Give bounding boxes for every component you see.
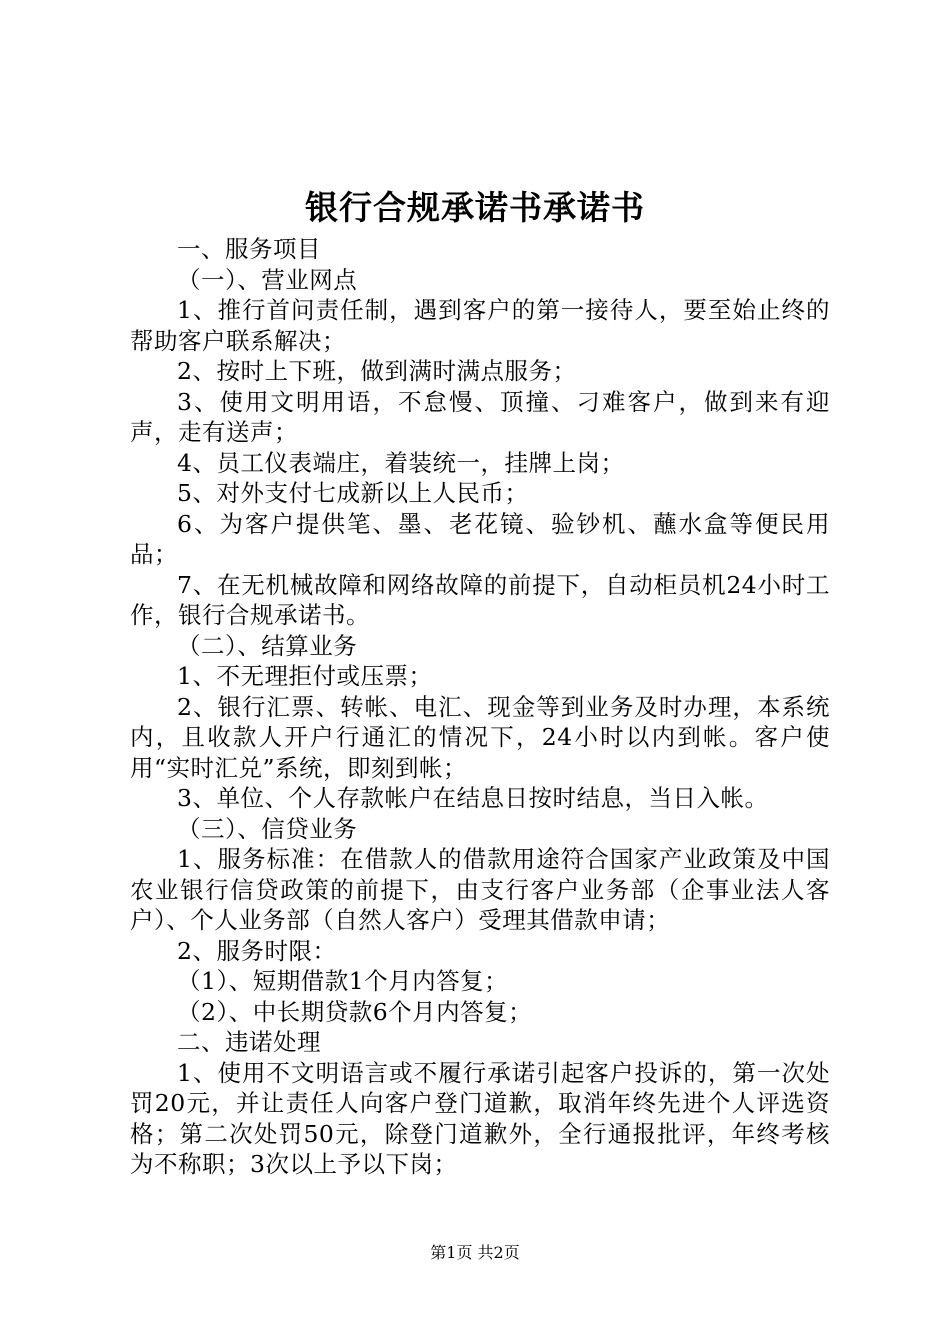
paragraph-item: 3、单位、个人存款帐户在结息日按时结息，当日入帐。 (177, 784, 769, 812)
section-heading-violation-handling: 二、违诺处理 (177, 1028, 321, 1056)
page-footer: 第1页 共2页 (430, 1243, 520, 1262)
paragraph-item: 1、使用不文明语言或不履行承诺引起客户投诉的，第一次处罚20元，并让责任人向客户登门道歉，取消年终先进个人评选资格；第二次处罚50元，除登门道歉外，全行通报批评，年终考核为不称职；3次以上予以下岗； (130, 1058, 830, 1178)
paragraph-item: 1、服务标准：在借款人的借款用途符合国家产业政策及中国农业银行信贷政策的前提下，由支行客户业务部（企事业法人客户）、个人业务部（自然人客户）受理其借款申请； (130, 845, 830, 934)
paragraph-item: 3、使用文明用语，不怠慢、顶撞、刁难客户，做到来有迎声，走有送声； (130, 387, 830, 446)
paragraph-item: 2、服务时限： (177, 936, 337, 965)
paragraph-item: 2、按时上下班，做到满时满点服务； (177, 357, 577, 385)
document-title: 银行合规承诺书承诺书 (305, 188, 645, 227)
paragraph-item: （1）、短期借款1个月内答复； (177, 967, 509, 995)
subsection-heading-outlets: （一）、营业网点 (177, 265, 358, 294)
paragraph-item: 4、员工仪表端庄，着装统一，挂牌上岗； (177, 448, 625, 477)
paragraph-item: （2）、中长期贷款6个月内答复； (177, 997, 533, 1026)
paragraph-item: 1、不无理拒付或压票； (177, 662, 433, 690)
document-body (130, 234, 830, 1180)
paragraph-item: 2、银行汇票、转帐、电汇、现金等到业务及时办理，本系统内，且收款人开户行通汇的情况下，24小时以内到帐。客户使用“实时汇兑”系统，即刻到帐； (130, 692, 830, 782)
paragraph-item: 5、对外支付七成新以上人民币； (177, 479, 529, 507)
section-heading-service-items: 一、服务项目 (177, 235, 321, 263)
paragraph-item: 7、在无机械故障和网络故障的前提下，自动柜员机24小时工作，银行合规承诺书。 (130, 570, 830, 629)
subsection-heading-settlement: （二）、结算业务 (177, 631, 358, 660)
paragraph-item: 1、推行首问责任制，遇到客户的第一接待人，要至始止终的帮助客户联系解决； (130, 296, 830, 355)
paragraph-item: 6、为客户提供笔、墨、老花镜、验钞机、蘸水盒等便民用品； (130, 509, 830, 568)
subsection-heading-credit: （三）、信贷业务 (177, 814, 358, 843)
